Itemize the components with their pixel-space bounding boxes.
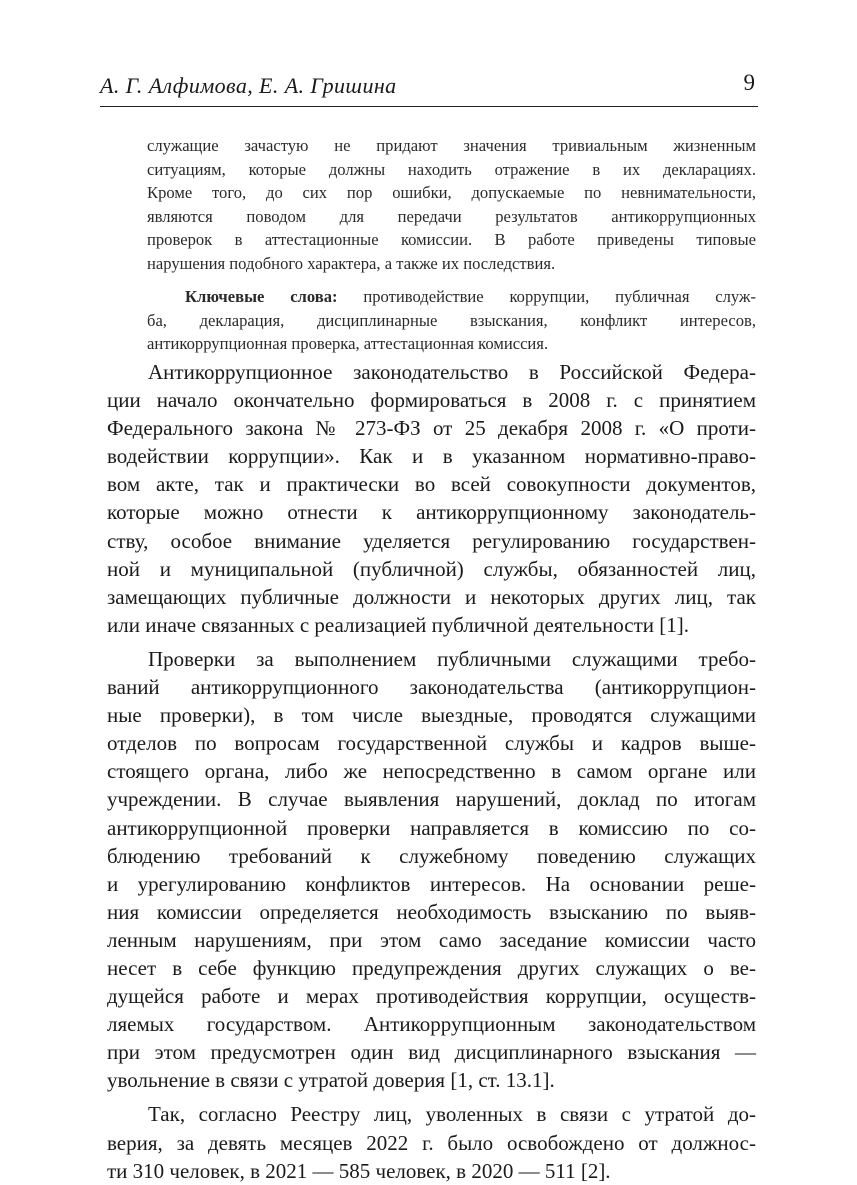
keywords-line — [147, 285, 756, 309]
body-line: Проверки за выполнением публичными служащими требо- — [148, 646, 756, 671]
body-line: дущейся работе и мерах противодействия коррупции, осуществ- — [107, 984, 756, 1009]
body-line: отделов по вопросам государственной службы и кадров выше- — [107, 731, 756, 756]
running-head-authors: А. Г. Алфимова, Е. А. Гришина — [100, 73, 397, 98]
keywords-label: Ключевые слова: — [185, 287, 338, 306]
body-line: ной и муниципальной (публичной) службы, обязанностей лиц, — [107, 556, 756, 581]
abstract-line: являются поводом для передачи результатов антикоррупционных — [147, 206, 756, 226]
body-line: водействии коррупции». Как и в указанном нормативно-право- — [107, 444, 756, 469]
body-line: вом акте, так и практически во всей совокупности документов, — [107, 472, 756, 497]
body-line: стоящего органа, либо же непосредственно в самом органе или — [107, 759, 756, 784]
keywords-line: антикоррупционная проверка, аттестационная комиссия. — [147, 334, 549, 353]
body-line: или иначе связанных с реализацией публичной деятельности [1]. — [107, 612, 689, 637]
body-line: ляемых государством. Антикоррупционным законодательством — [107, 1012, 756, 1037]
abstract-line: Кроме того, до сих пор ошибки, допускаемые по невнимательности, — [147, 183, 756, 202]
body-line: и урегулированию конфликтов интересов. На основании реше- — [107, 871, 756, 896]
body-line: ции начало окончательно формироваться в 2008 г. с принятием — [107, 388, 756, 413]
body-line: блюдению требований к служебному поведению служащих — [107, 843, 756, 868]
body-line: несет в себе функцию предупреждения других служащих о ве- — [107, 955, 756, 980]
abstract — [147, 134, 756, 356]
abstract-line: ситуациям, которые должны находить отражение в их декларациях. — [147, 159, 756, 179]
body-paragraph — [107, 645, 756, 1095]
body-line: ленным нарушениям, при этом само заседание комиссии часто — [107, 927, 756, 952]
abstract-line: проверок в аттестационные комиссии. В работе приведены типовые — [147, 230, 756, 249]
main-text — [107, 358, 756, 1185]
running-header — [100, 70, 758, 107]
body-paragraph — [107, 1100, 756, 1184]
body-line: учреждении. В случае выявления нарушений, доклад по итогам — [107, 787, 756, 812]
page-number: 9 — [743, 70, 755, 95]
body-line: ные проверки), в том числе выездные, проводятся служащими — [107, 703, 756, 728]
body-paragraph — [107, 358, 756, 639]
body-line: Федерального закона № 273-ФЗ от 25 декабря 2008 г. «О проти- — [107, 416, 756, 441]
body-line: верия, за девять месяцев 2022 г. было освобождено от должнос- — [107, 1130, 756, 1155]
keywords-line: ба, декларация, дисциплинарные взыскания, конфликт интересов, — [147, 310, 756, 330]
abstract-line: служащие зачастую не придают значения тривиальным жизненным — [147, 136, 756, 155]
body-line: Так, согласно Реестру лиц, уволенных в связи с утратой до- — [148, 1102, 756, 1127]
body-line: ния комиссии определяется необходимость взысканию по выяв- — [107, 899, 756, 924]
abstract-text — [147, 134, 756, 275]
body-line: Антикоррупционное законодательство в Российской Федера- — [148, 360, 756, 384]
keywords — [147, 285, 756, 356]
body-line: увольнение в связи с утратой доверия [1, ст. 13.1]. — [107, 1068, 555, 1093]
body-line: ству, особое внимание уделяется регулированию государствен- — [107, 528, 756, 553]
body-line: при этом предусмотрен один вид дисциплинарного взыскания — — [107, 1040, 756, 1065]
body-line: ти 310 человек, в 2021 — 585 человек, в 2020 — 511 [2]. — [107, 1158, 611, 1183]
keywords-text: противодействие коррупции, публичная служ- — [337, 287, 756, 306]
body-line: ваний антикоррупционного законодательства (антикоррупцион- — [107, 675, 756, 700]
body-line: замещающих публичные должности и некоторых других лиц, так — [107, 584, 756, 609]
body-line: антикоррупционной проверки направляется в комиссию по со- — [107, 815, 756, 840]
abstract-line: нарушения подобного характера, а также их последствия. — [147, 253, 556, 273]
body-line: которые можно отнести к антикоррупционному законодатель- — [107, 500, 756, 525]
